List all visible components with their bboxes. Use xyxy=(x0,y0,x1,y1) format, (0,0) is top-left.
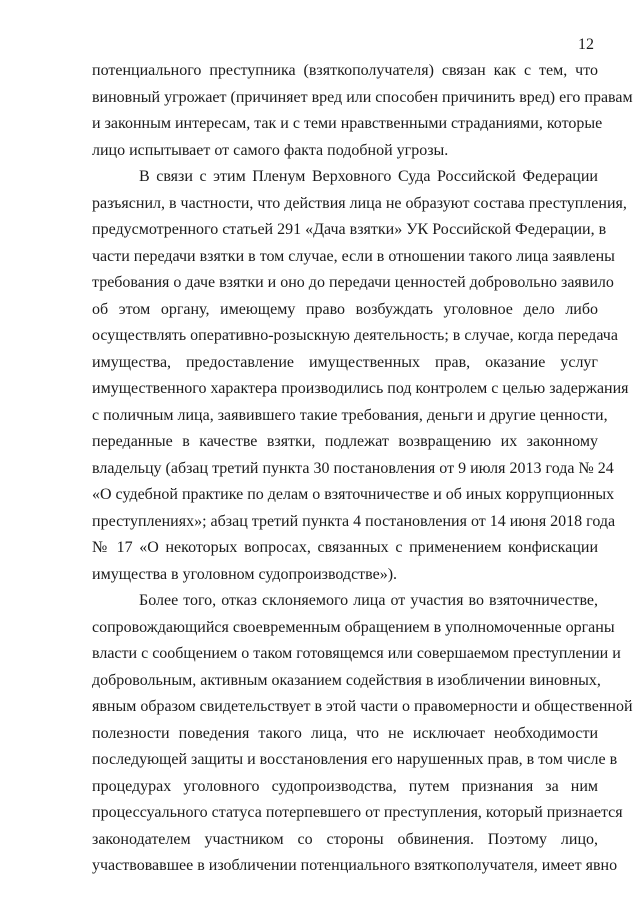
paragraph-line: предусмотренного статьей 291 «Дача взятки» УК Российской Федерации, в xyxy=(92,221,607,238)
paragraph-line: имущественного характера производились под контролем с целью задержания xyxy=(92,380,629,397)
paragraph-line: № 17 «О некоторых вопросах, связанных с применением конфискации xyxy=(92,539,598,556)
paragraph-line: потенциального преступника (взяткополучателя) связан как с тем, что xyxy=(92,62,598,79)
paragraph-line: виновный угрожает (причиняет вред или способен причинить вред) его правам xyxy=(92,88,633,106)
page-number: 12 xyxy=(578,36,594,53)
paragraph-line: лицо испытывает от самого факта подобной угрозы. xyxy=(92,141,449,159)
paragraph-line: последующей защиты и восстановления его нарушенных прав, в том числе в xyxy=(92,751,618,768)
document-body xyxy=(92,58,633,880)
paragraph-line: преступлениях»; абзац третий пункта 4 постановления от 14 июня 2018 года xyxy=(92,512,616,530)
paragraph-line: владельцу (абзац третий пункта 30 постановления от 9 июля 2013 года № 24 xyxy=(92,459,614,477)
paragraph-2 xyxy=(92,164,629,588)
paragraph-line: Более того, отказ склоняемого лица от участия во взяточничестве, xyxy=(139,592,598,609)
paragraph-line: и законным интересам, так и с теми нравственными страданиями, которые xyxy=(92,115,603,132)
paragraph-line: имущества в уголовном судопроизводстве»). xyxy=(92,565,398,583)
paragraph-line: переданные в качестве взятки, подлежат возвращению их законному xyxy=(92,433,598,450)
paragraph-line: В связи с этим Пленум Верховного Суда Российской Федерации xyxy=(139,168,598,185)
paragraph-line: процессуального статуса потерпевшего от преступления, который признается xyxy=(92,804,623,821)
paragraph-line: сопровождающийся своевременным обращением в уполномоченные органы xyxy=(92,618,615,636)
paragraph-line: явным образом свидетельствует в этой части о правомерности и общественной xyxy=(92,698,633,715)
paragraph-line: осуществлять оперативно-розыскную деятельность; в случае, когда передача xyxy=(92,327,618,344)
paragraph-line: разъяснил, в частности, что действия лица не образуют состава преступления, xyxy=(92,194,627,212)
paragraph-line: добровольным, активным оказанием содействия в изобличении виновных, xyxy=(92,671,601,689)
paragraph-1 xyxy=(92,58,633,164)
paragraph-line: полезности поведения такого лица, что не исключает необходимости xyxy=(92,724,598,742)
paragraph-line: части передачи взятки в том случае, если в отношении такого лица заявлены xyxy=(92,247,615,265)
paragraph-3 xyxy=(92,588,633,880)
paragraph-line: «О судебной практике по делам о взяточничестве и об иных коррупционных xyxy=(92,486,615,503)
paragraph-line: имущества, предоставление имущественных прав, оказание услуг xyxy=(92,353,598,371)
paragraph-line: требования о даче взятки и оно до передачи ценностей добровольно заявило xyxy=(92,274,614,291)
paragraph-line: процедурах уголовного судопроизводства, путем признания за ним xyxy=(92,777,598,795)
paragraph-line: участвовавшее в изобличении потенциального взяткополучателя, имеет явно xyxy=(92,857,618,874)
paragraph-line: с поличным лица, заявившего такие требования, деньги и другие ценности, xyxy=(92,406,608,424)
paragraph-line: власти с сообщением о таком готовящемся или совершаемом преступлении и xyxy=(92,645,621,662)
paragraph-line: законодателем участником со стороны обвинения. Поэтому лицо, xyxy=(92,830,598,848)
paragraph-line: об этом органу, имеющему право возбуждать уголовное дело либо xyxy=(92,300,598,318)
